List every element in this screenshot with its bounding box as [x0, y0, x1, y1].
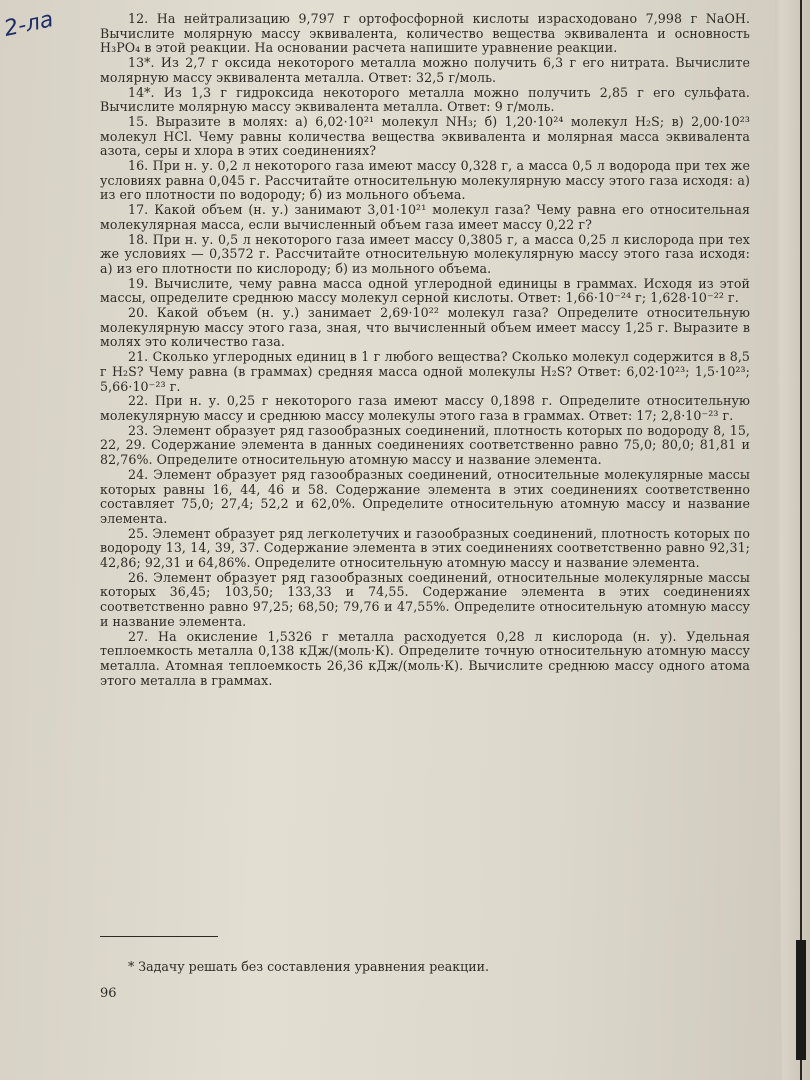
problem-12: 12. На нейтрализацию 9,797 г ортофосфорной кислоты израсходовано 7,998 г NaOH. Вычислите молярную массу эквивалента, количество вещества эквивалента и основность H₃PO₄ в этой реакции. На основании расчета напишите уравнение реакции. — [100, 11, 750, 56]
problems-text — [100, 12, 750, 688]
problem-17: 17. Какой объем (н. у.) занимают 3,01·10²¹ молекул газа? Чему равна его относительная молекулярная масса, если вычисленный объем газа имеет массу 0,22 г? — [100, 202, 750, 232]
problem-20: 20. Какой объем (н. у.) занимает 2,69·10²² молекул газа? Определите относительную молекулярную массу этого газа, зная, что вычисленный объем имеет массу 1,25 г. Выразите в молях это количество газа. — [100, 305, 750, 350]
problem-15: 15. Выразите в молях: а) 6,02·10²¹ молекул NH₃; б) 1,20·10²⁴ молекул H₂S; в) 2,00·10²³ молекул HCl. Чему равны количества вещества эквивалента и молярная масса эквивалента азота, серы и хлора в этих соединениях? — [100, 113, 750, 159]
problem-25: 25. Элемент образует ряд легколетучих и газообразных соединений, плотность которых по водороду 13, 14, 39, 37. Содержание элемента в этих соединениях соответственно равно 92,31; 42,86; 92,31 и 64,86%. Определите относительную атомную массу и название элемента. — [100, 525, 750, 571]
problem-26: 26. Элемент образует ряд газообразных соединений, относительные молекулярные массы которых 36,45; 103,50; 133,33 и 74,55. Содержание элемента в этих соединениях соответственно равно 97,25; 68,50; 79,76 и 47,55%. Определите относительную атомную массу и название элемента. — [100, 569, 750, 629]
problem-23: 23. Элемент образует ряд газообразных соединений, плотность которых по водороду 8, 15, 22, 29. Содержание элемента в данных соединениях соответственно равно 75,0; 80,0; 81,81 и 82,76%. Определите относительную атомную массу и название элемента. — [100, 422, 750, 468]
problem-24: 24. Элемент образует ряд газообразных соединений, относительные молекулярные массы которых равны 16, 44, 46 и 58. Содержание элемента в этих соединениях соответственно составляет 75,0; 27,4; 52,2 и 62,0%. Определите относительную атомную массу и название элемента. — [100, 466, 750, 526]
problem-16: 16. При н. у. 0,2 л некоторого газа имеют массу 0,328 г, а масса 0,5 л водорода при тех же условиях равна 0,045 г. Рассчитайте относительную молекулярную массу этого газа исходя: а) из его плотности по водороду; б) из мольного объема. — [100, 158, 750, 203]
problem-18: 18. При н. у. 0,5 л некоторого газа имеет массу 0,3805 г, а масса 0,25 л кислорода при тех же условиях — 0,3572 г. Рассчитайте относительную молекулярную массу этого газа исходя: а) из его плотности по кислороду; б) из мольного объема. — [100, 231, 750, 276]
problem-22: 22. При н. у. 0,25 г некоторого газа имеют массу 0,1898 г. Определите относительную молекулярную массу и среднюю массу молекулы этого газа в граммах. Ответ: 17; 2,8·10⁻²³ г. — [100, 393, 750, 423]
footnote-rule — [100, 936, 218, 937]
page-number: 96 — [100, 986, 117, 1001]
problem-14: 14*. Из 1,3 г гидроксида некоторого металла можно получить 2,85 г его сульфата. Вычислите молярную массу эквивалента металла. Ответ: 9 г/моль. — [100, 84, 750, 115]
problem-19: 19. Вычислите, чему равна масса одной углеродной единицы в граммах. Исходя из этой массы, определите среднюю массу молекул серной кислоты. Ответ: 1,66·10⁻²⁴ г; 1,628·10⁻²² г. — [100, 275, 750, 306]
book-tab — [796, 940, 806, 1060]
problem-27: 27. На окисление 1,5326 г металла расходуется 0,28 л кислорода (н. у). Удельная теплоемкость металла 0,138 кДж/(моль·К). Определите точную относительную атомную массу металла. Атомная теплоемкость 26,36 кДж/(моль·К). Вычислите среднюю массу одного атома этого металла в граммах. — [100, 628, 750, 688]
problem-21: 21. Сколько углеродных единиц в 1 г любого вещества? Сколько молекул содержится в 8,5 г H₂S? Чему равна (в граммах) средняя масса одной молекулы H₂S? Ответ: 6,02·10²³; 1,5·10²³; 5,66·10⁻²³ г. — [100, 349, 750, 394]
margin-handwriting: 2-ла — [1, 7, 56, 42]
problem-13: 13*. Из 2,7 г оксида некоторого металла можно получить 6,3 г его нитрата. Вычислите молярную массу эквивалента металла. Ответ: 32,5 г/моль. — [100, 55, 750, 85]
book-edge — [800, 0, 802, 1080]
footnote: * Задачу решать без составления уравнения реакции. — [128, 959, 490, 974]
